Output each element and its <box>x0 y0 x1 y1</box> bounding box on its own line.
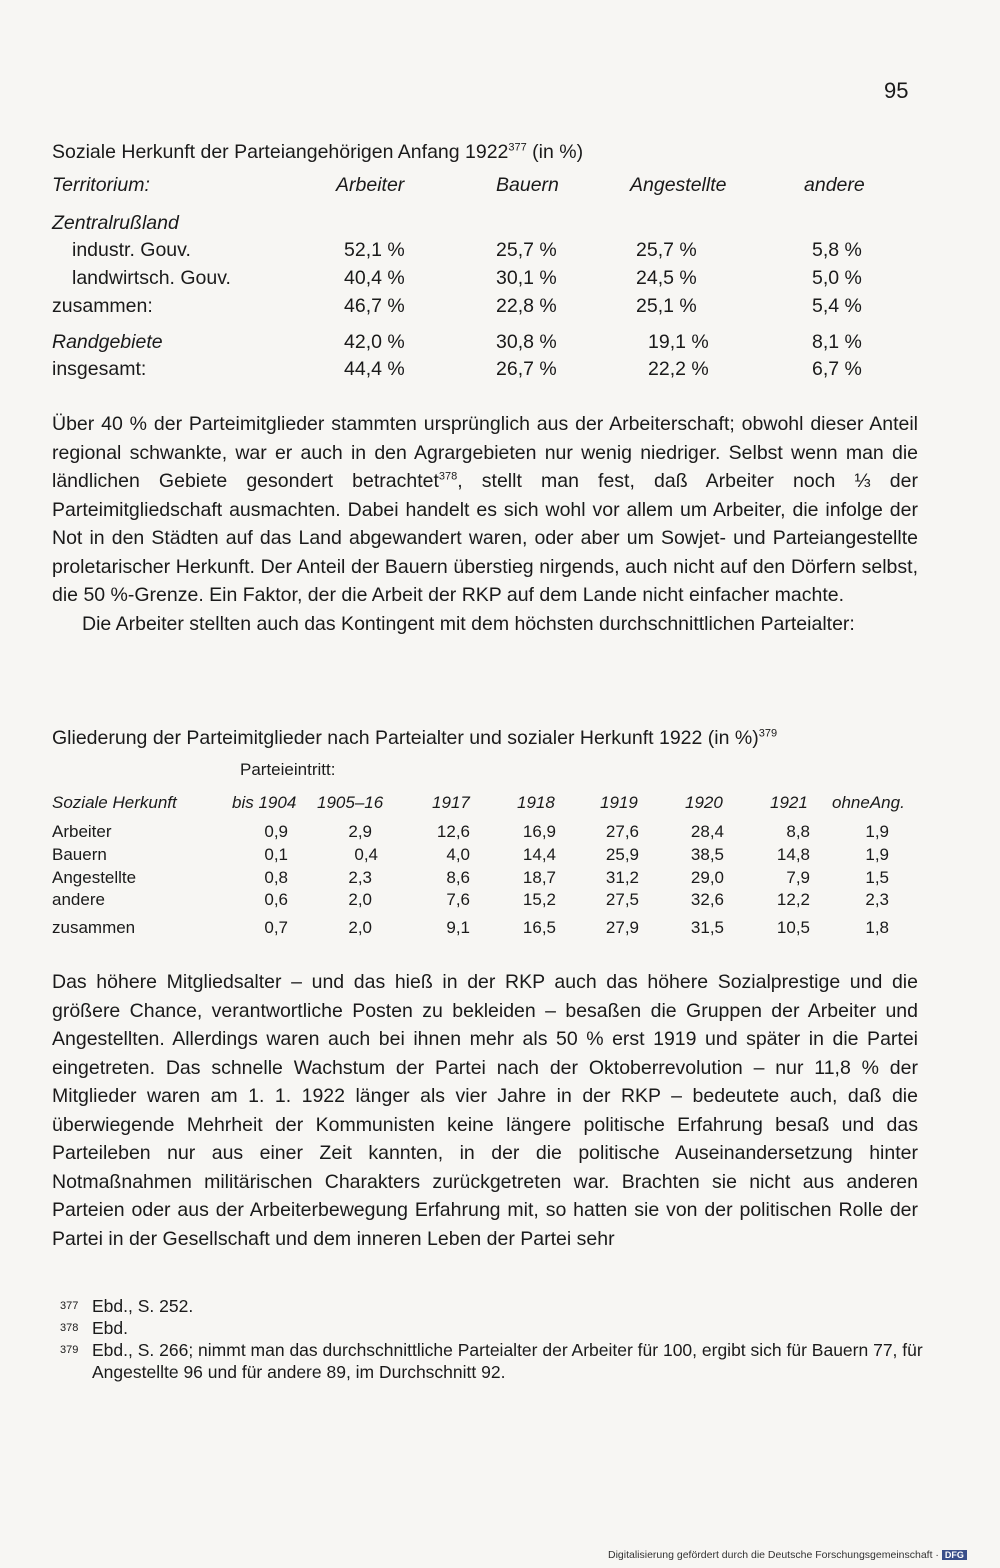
cell-angestellte: 25,1 % <box>636 295 697 317</box>
body-paragraphs-2 <box>52 968 918 1253</box>
cell-bauern: 25,7 % <box>496 239 557 261</box>
row-label: Arbeiter <box>52 822 112 841</box>
footnote-378 <box>60 1317 930 1339</box>
table1-title-text: Soziale Herkunft der Parteiangehörigen Anfang 1922 <box>52 141 509 163</box>
cell: 0,7 <box>264 918 288 937</box>
cell: 9,1 <box>446 918 470 937</box>
cell: 16,9 <box>522 822 556 841</box>
table2-header-1920: 1920 <box>685 793 723 812</box>
cell: 31,2 <box>605 868 639 887</box>
cell: 12,6 <box>436 822 470 841</box>
table-row <box>52 267 932 293</box>
table2-header-herkunft: Soziale Herkunft <box>52 793 177 812</box>
page-number: 95 <box>884 78 909 103</box>
table1-header-andere: andere <box>804 174 865 196</box>
cell-andere: 8,1 % <box>812 331 862 353</box>
footnote-mark: 377 <box>60 1300 79 1312</box>
cell: 1,9 <box>865 845 889 864</box>
cell: 1,9 <box>865 822 889 841</box>
cell-andere: 6,7 % <box>812 358 862 380</box>
row-label: Angestellte <box>52 868 137 887</box>
cell-bauern: 26,7 % <box>496 358 557 380</box>
cell: 15,2 <box>522 890 556 909</box>
cell-andere: 5,4 % <box>812 295 862 317</box>
cell: 8,6 <box>446 868 470 887</box>
cell: 27,5 <box>605 890 639 909</box>
cell: 28,4 <box>690 822 724 841</box>
table1-header-territorium: Territorium: <box>52 174 150 196</box>
cell-arbeiter: 46,7 % <box>344 295 405 317</box>
footnote-ref-378: 378 <box>438 470 458 483</box>
cell: 0,8 <box>264 868 288 887</box>
cell: 25,9 <box>605 845 639 864</box>
cell: 14,4 <box>522 845 556 864</box>
cell: 27,9 <box>605 918 639 937</box>
table2-header-1919: 1919 <box>600 793 638 812</box>
cell-bauern: 22,8 % <box>496 295 557 317</box>
cell: 0,1 <box>264 845 288 864</box>
cell: 2,3 <box>348 868 372 887</box>
cell-arbeiter: 44,4 % <box>344 358 405 380</box>
table1-header-arbeiter: Arbeiter <box>336 174 405 196</box>
row-label: andere <box>52 890 105 909</box>
cell: 0,4 <box>354 845 378 864</box>
cell: 16,5 <box>522 918 556 937</box>
footer-text: Digitalisierung gefördert durch die Deutsche Forschungsgemeinschaft · <box>608 1549 939 1561</box>
cell: 1,5 <box>865 868 889 887</box>
table-row <box>52 358 932 384</box>
table2-header-1918: 1918 <box>517 793 555 812</box>
footnote-text: Ebd., S. 252. <box>92 1296 194 1316</box>
cell: 7,9 <box>786 868 810 887</box>
table-row <box>52 890 932 914</box>
footnote-379 <box>60 1339 930 1383</box>
row-label: zusammen: <box>52 295 153 317</box>
cell-arbeiter: 42,0 % <box>344 331 405 353</box>
cell-angestellte: 22,2 % <box>648 358 709 380</box>
paragraph-1-part2: , stellt man fest, daß Arbeiter noch ⅓ der Parteimitgliedschaft ausmachten. Dabei handelt es sich wohl vor allem um Arbeiter, die infolge der Not in den Städten auf das Land abgewandert waren, oder aber um Sowjet- und Parteiangestellte proletarischer Herkunft. Der Anteil der Bauern überstieg nirgends, auch nicht auf den Dörfern selbst, die 50 %-Grenze. Ein Faktor, der die Arbeit der RKP auf dem Lande nicht einfacher machte. <box>52 470 918 606</box>
cell: 0,6 <box>264 890 288 909</box>
table2-title-text: Gliederung der Parteimitglieder nach Parteialter und sozialer Herkunft 1922 (in %) <box>52 727 759 749</box>
table2-title-footnote-ref: 379 <box>758 727 778 740</box>
table-row <box>52 822 932 846</box>
table-row <box>52 868 932 892</box>
cell: 7,6 <box>446 890 470 909</box>
cell-angestellte: 19,1 % <box>648 331 709 353</box>
cell: 4,0 <box>446 845 470 864</box>
cell-andere: 5,0 % <box>812 267 862 289</box>
cell: 32,6 <box>690 890 724 909</box>
cell: 38,5 <box>690 845 724 864</box>
row-label: landwirtsch. Gouv. <box>72 267 231 289</box>
row-label: Zentralrußland <box>52 212 179 234</box>
table2-super-header-row <box>52 760 932 784</box>
paragraph-3: Das höhere Mitgliedsalter – und das hieß in der RKP auch das höhere Sozialprestige und die größere Chance, verantwortliche Posten zu bekleiden – besaßen die Gruppen der Arbeiter und Angestellten. Allerdings waren auch bei ihnen mehr als 50 % erst 1919 und später in die Partei eingetreten. Das schnelle Wachstum der Partei nach der Oktoberrevolution – nur 11,8 % der Mitglieder waren am 1. 1. 1922 länger als vier Jahre in der RKP – bedeutete auch, daß die überwiegende Mehrheit der Kommunisten keine längere politische Erfahrung besaß und das Parteileben nur aus einer Zeit kannten, in der die politische Auseinandersetzung hinter Notmaßnahmen militärischen Charakters zurückgetreten war. Brachten sie nicht aus anderen Parteien oder aus der Arbeiterbewegung Erfahrung mit, so hatten sie von der politischen Rolle der Partei in der Gesellschaft und dem inneren Leben der Partei sehr <box>52 971 918 1250</box>
cell: 2,0 <box>348 890 372 909</box>
cell-bauern: 30,8 % <box>496 331 557 353</box>
table2-header-row <box>52 793 932 817</box>
cell: 31,5 <box>690 918 724 937</box>
footnote-text: Ebd. <box>92 1318 128 1338</box>
row-label: industr. Gouv. <box>72 239 191 261</box>
cell-bauern: 30,1 % <box>496 267 557 289</box>
table2-super-header: Parteieintritt: <box>240 760 336 779</box>
table-row <box>52 918 932 942</box>
cell: 27,6 <box>605 822 639 841</box>
table2-header-1905-16: 1905–16 <box>317 793 384 812</box>
table1-title <box>52 141 583 164</box>
footnote-mark: 378 <box>60 1322 79 1334</box>
cell: 8,8 <box>786 822 810 841</box>
body-paragraphs-1 <box>52 410 918 638</box>
row-label: Bauern <box>52 845 107 864</box>
cell: 2,0 <box>348 918 372 937</box>
table2-title <box>52 727 777 750</box>
table-row <box>52 239 932 265</box>
cell-angestellte: 25,7 % <box>636 239 697 261</box>
row-label: insgesamt: <box>52 358 147 380</box>
row-label: Randgebiete <box>52 331 163 353</box>
cell: 1,8 <box>865 918 889 937</box>
cell-arbeiter: 52,1 % <box>344 239 405 261</box>
cell: 10,5 <box>776 918 810 937</box>
footnote-mark: 379 <box>60 1344 79 1356</box>
digitization-footer <box>608 1549 967 1561</box>
cell: 12,2 <box>776 890 810 909</box>
footnote-text: Ebd., S. 266; nimmt man das durchschnittliche Parteialter der Arbeiter für 100, ergibt sich für Bauern 77, für Angestellte 96 und für andere 89, im Durchschnitt 92. <box>92 1340 923 1382</box>
table-row <box>52 212 932 238</box>
cell: 0,9 <box>264 822 288 841</box>
paragraph-1 <box>52 410 918 610</box>
table-row <box>52 845 932 869</box>
table-row <box>52 331 932 357</box>
cell: 29,0 <box>690 868 724 887</box>
table2-header-1917: 1917 <box>432 793 470 812</box>
table2-header-1921: 1921 <box>770 793 808 812</box>
cell: 18,7 <box>522 868 556 887</box>
table1-header-row <box>52 174 932 200</box>
cell-andere: 5,8 % <box>812 239 862 261</box>
paragraph-1-part1: Über 40 % der Parteimitglieder stammten ursprünglich aus der Arbeiterschaft; obwohl dieser Anteil regional schwankte, war er auch in den Agrargebieten nur wenig niedriger. Selbst wenn man die ländlichen Gebiete gesondert betrachtet <box>52 413 918 492</box>
cell: 14,8 <box>776 845 810 864</box>
table1-title-footnote-ref: 377 <box>508 141 527 154</box>
table1-title-suffix: (in %) <box>526 141 584 163</box>
footnote-377 <box>60 1295 930 1317</box>
cell-angestellte: 24,5 % <box>636 267 697 289</box>
table-row <box>52 295 932 321</box>
cell: 2,9 <box>348 822 372 841</box>
paragraph-2: Die Arbeiter stellten auch das Kontingent mit dem höchsten durchschnittlichen Parteialter: <box>82 612 855 635</box>
table1-header-angestellte: Angestellte <box>630 174 727 196</box>
cell: 2,3 <box>865 890 889 909</box>
table2-header-ohne-ang: ohneAng. <box>832 793 905 812</box>
table2-header-bis-1904: bis 1904 <box>232 793 297 812</box>
cell-arbeiter: 40,4 % <box>344 267 405 289</box>
table1-header-bauern: Bauern <box>496 174 559 196</box>
row-label: zusammen <box>52 918 136 937</box>
dfg-logo: DFG <box>942 1550 967 1560</box>
